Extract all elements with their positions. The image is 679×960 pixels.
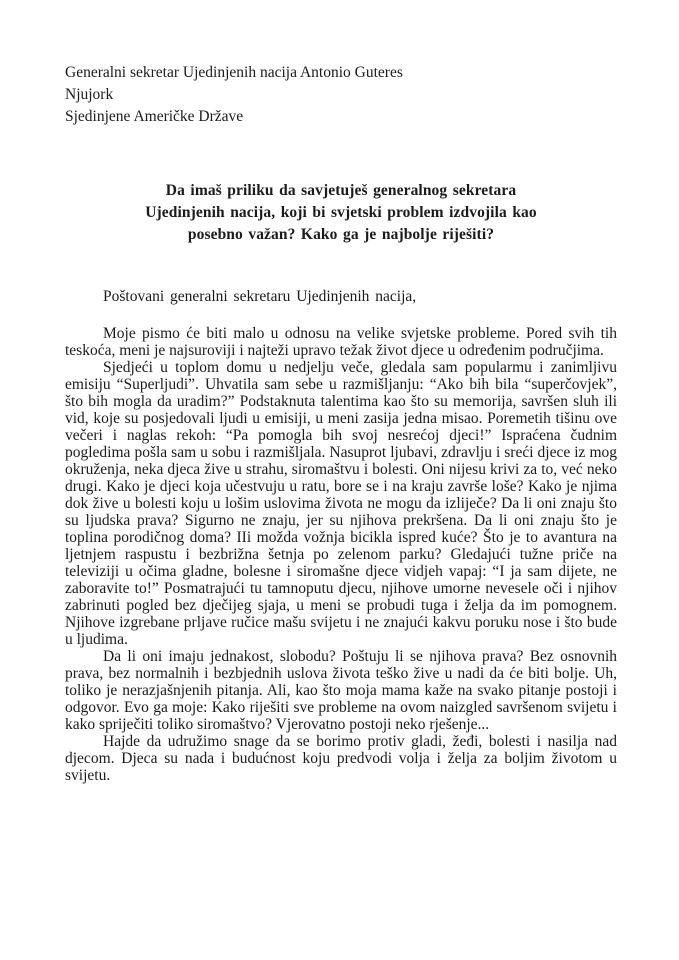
- body-paragraph-2: Sjedjeći u toplom domu u nedjelju veče, gledala sam popularmu i zanimljivu emisiju “Superljudi”. Uhvatila sam sebe u razmišljanju: “Ako bih bila “superčovjek”, što bih mogla da uradim?” Podstaknuta talentima kao što su memorija, savršen sluh ili vid, koje su posjedovali ljudi u emisiji, u meni zasija jedna misao. Poremetih tišinu ove večeri i naglas rekoh: “Pa pomogla bih svoj nesrećoj djeci!” Ispraćena čudnim pogledima pošla sam u sobu i razmišljala. Nasuprot ljubavi, zdravlju i sreći djece iz mog okruženja, neka djeca žive u strahu, siromaštvu i bolesti. Oni nijesu krivi za to, već neko drugi. Kako je djeci koja učestvuju u ratu, bore se i na kraju završe loše? Kako je njima dok žive u bolesti koju u lošim uslovima života ne mogu da izliječe? Da li oni znaju što su ljudska prava? Sigurno ne znaju, jer su njihova prekršena. Da li oni znaju što je toplina porodičnog doma? IIi možda vožnja bicikla ispred kuće? Što je to avantura na ljetnjem raspustu i bezbrižna šetnja po zelenom parku? Gledajući tužne priče na televiziji u očima gladne, bolesne i siromašne djece vidjeh vapaj: “I ja sam dijete, ne zaboravite to!” Posmatrajući tu tamnoputu djecu, njihove umorne nevesele oči i njihov zabrinuti pogled bez dječijeg sjaja, u meni se probudi tuga i želja da im pomognem. Njihove izgrebane prljave ručice mašu svijetu i ne znajući kakvu poruku nose i što bude u ljudima.: [65, 359, 617, 648]
- essay-prompt-title-line-3: posebno važan? Kako ga je najbolje riješiti?: [187, 226, 495, 243]
- recipient-line-name: Generalni sekretar Ujedinjenih nacija Antonio Guteres: [65, 64, 403, 81]
- body-paragraph-4: Hajde da udružimo snage da se borimo protiv gladi, žeđi, bolesti i nasilja nad djecom. Djeca su nada i budućnost koju predvodi volja i želja za boljim životom u svijetu.: [65, 733, 617, 784]
- essay-prompt-title: [65, 180, 617, 246]
- recipient-address: [65, 62, 617, 128]
- body-paragraph-1: Moje pismo će biti malo u odnosu na velike svjetske probleme. Pored svih tih teskoća, meni je najsuroviji i najteži upravo težak život djece u određenim područjima.: [65, 325, 617, 359]
- recipient-line-country: Sjedinjene Američke Države: [65, 108, 244, 125]
- recipient-line-city: Njujork: [65, 86, 114, 103]
- body-paragraph-3: Da li oni imaju jednakost, slobodu? Poštuju li se njihova prava? Bez osnovnih prava, bez normalnih i bezbjednih uslova života teško žive u nadi da će biti bolje. Uh, toliko je nerazjašnjenih pitanja. Ali, kao što moja mama kaže na svako pitanje postoji i odgovor. Evo ga moje: Kako riješiti sve probleme na ovom naizgled savršenom svijetu i kako spriječiti toliko siromaštvo? Vjerovatno postoji neko rješenje...: [65, 648, 617, 733]
- essay-prompt-title-line-1: Da imaš priliku da savjetuješ generalnog sekretara: [165, 182, 517, 199]
- essay-prompt-title-line-2: Ujedinjenih nacija, koji bi svjetski problem izdvojila kao: [145, 204, 537, 221]
- salutation: Poštovani generalni sekretaru Ujedinjenih nacija,: [103, 288, 417, 305]
